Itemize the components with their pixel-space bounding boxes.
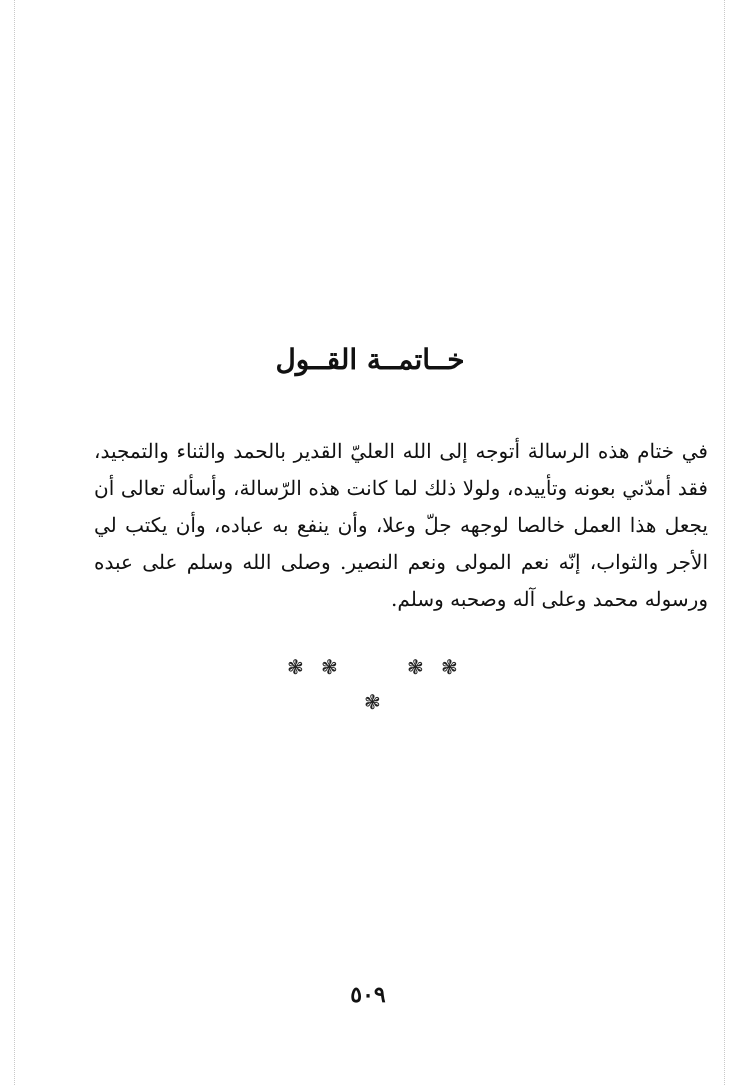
asterism-icon: ❃ xyxy=(364,690,381,714)
asterism-icon: ❃ xyxy=(441,655,458,679)
chapter-title: خــاتمــة القــول xyxy=(275,343,465,376)
closing-paragraph: في ختام هذه الرسالة أتوجه إلى الله العليّ القدير بالحمد والثناء والتمجيد، فقد أمدّني بعونه وتأييده، ولولا ذلك لما كانت هذه الرّسالة، وأسأله تعالى أن يجعل هذا العمل خالصا لوجهه جلّ وعلا، وأن ينفع به عباده، وأن يكتب لي الأجر والثواب، إنّه نعم المولى ونعم النصير. وصلى الله وسلم على عبده ورسوله محمد وعلى آله وصحبه وسلم. xyxy=(94,439,708,611)
scan-edge-right xyxy=(724,0,725,1085)
section-ornament xyxy=(0,655,737,715)
scan-edge-left xyxy=(14,0,15,1085)
asterism-icon: ❃ xyxy=(287,655,304,679)
page-number: ٥٠٩ xyxy=(350,982,386,1008)
asterism-icon: ❃ xyxy=(321,655,338,679)
asterism-icon: ❃ xyxy=(407,655,424,679)
